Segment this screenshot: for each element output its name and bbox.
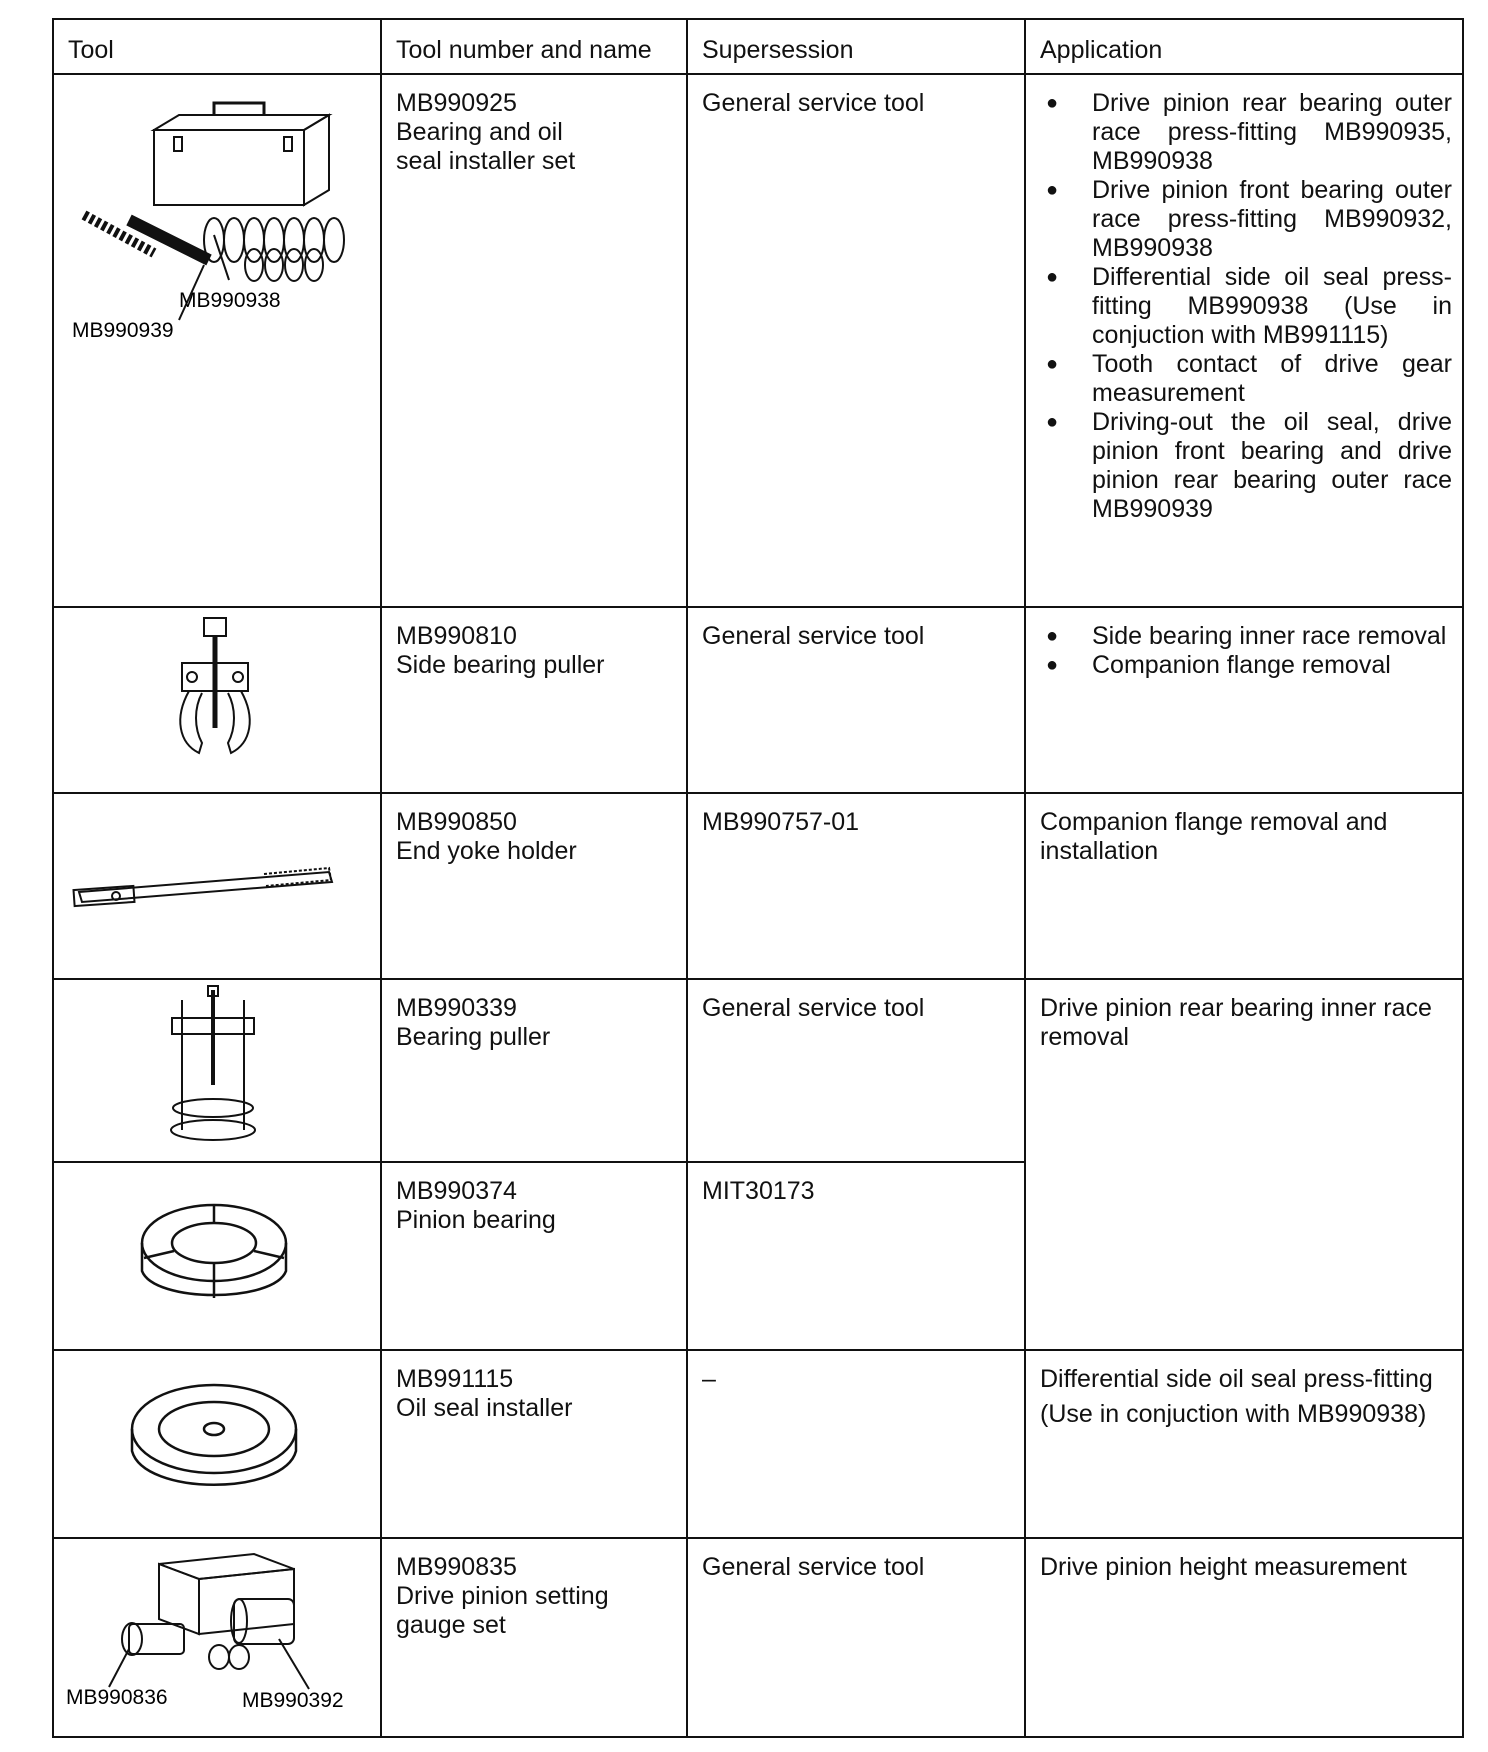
application-text: Drive pinion height measurement	[1040, 1553, 1407, 1582]
tool-illustration-cell	[53, 1538, 381, 1737]
tool-number: MB990925	[396, 89, 517, 117]
application-cell	[1025, 793, 1463, 979]
tool-illustration-cell	[53, 74, 381, 607]
bearing-puller-illustration	[54, 980, 382, 1148]
application-note: (Use in conjuction with MB990938)	[1040, 1400, 1427, 1429]
supersession-cell	[687, 74, 1025, 607]
tool-illustration-cell	[53, 979, 381, 1163]
table-row	[53, 1538, 1463, 1737]
application-cell	[1025, 979, 1463, 1350]
tool-illustration-cell	[53, 607, 381, 793]
tool-number: MB990850	[396, 807, 517, 836]
special-tools-table	[52, 18, 1464, 1738]
supersession-text: General service tool	[702, 89, 925, 117]
supersession-cell	[687, 1538, 1025, 1737]
application-bullet: ● Side bearing inner race removal	[1040, 622, 1452, 651]
tool-number-name-cell	[381, 793, 687, 979]
tool-number-name-cell	[381, 1538, 687, 1737]
tool-name-line: End yoke holder	[396, 836, 577, 865]
tool-name-line: gauge set	[396, 1611, 506, 1640]
tool-name-line: Bearing puller	[396, 1022, 551, 1051]
application-bullet: ● Differential side oil seal press-fitting MB990938 (Use in conjuction with MB991115)	[1040, 263, 1452, 350]
tool-name-line: Bearing and oil	[396, 118, 563, 146]
application-bullet: ● Drive pinion front bearing outer race press-fitting MB990932, MB990938	[1040, 176, 1452, 263]
tool-number: MB990810	[396, 622, 517, 651]
pinion-gauge-set-illustration	[54, 1539, 382, 1721]
callout-mb990836: MB990836	[66, 1686, 168, 1710]
supersession-text: –	[702, 1365, 716, 1394]
supersession-text: General service tool	[702, 1553, 925, 1582]
application-bullet: ● Tooth contact of drive gear measurement	[1040, 350, 1452, 408]
table-row	[53, 793, 1463, 979]
tool-name-line: seal installer set	[396, 147, 576, 175]
table-row	[53, 1350, 1463, 1538]
tool-illustration-cell	[53, 1162, 381, 1350]
tool-illustration-cell	[53, 793, 381, 979]
application-text: Drive pinion rear bearing inner race removal	[1040, 993, 1432, 1051]
tool-name-line: Side bearing puller	[396, 651, 605, 680]
callout-mb990939: MB990939	[72, 319, 174, 342]
supersession-text: MB990757-01	[702, 807, 860, 836]
tool-number: MB990374	[396, 1177, 517, 1206]
tool-number: MB990339	[396, 993, 517, 1022]
supersession-text: General service tool	[702, 993, 925, 1022]
application-cell	[1025, 1538, 1463, 1737]
oil-seal-installer-illustration	[54, 1351, 382, 1523]
application-cell	[1025, 74, 1463, 607]
end-yoke-holder-illustration	[54, 794, 382, 964]
header-supersession: Supersession	[687, 19, 1025, 74]
callout-mb990938: MB990938	[179, 289, 281, 312]
supersession-cell	[687, 793, 1025, 979]
tool-number: MB990835	[396, 1553, 517, 1582]
tool-number-name-cell	[381, 1350, 687, 1538]
tool-number-name-cell	[381, 1162, 687, 1350]
header-tool: Tool	[53, 19, 381, 74]
tool-illustration-cell	[53, 1350, 381, 1538]
tool-number: MB991115	[396, 1365, 514, 1394]
supersession-cell	[687, 979, 1025, 1163]
supersession-cell	[687, 607, 1025, 793]
supersession-text: MIT30173	[702, 1177, 815, 1206]
table-row	[53, 607, 1463, 793]
installer-set-illustration	[54, 75, 382, 563]
tool-number-name-cell	[381, 607, 687, 793]
callout-mb990392: MB990392	[242, 1689, 344, 1713]
application-cell	[1025, 1350, 1463, 1538]
supersession-cell	[687, 1350, 1025, 1538]
application-cell	[1025, 607, 1463, 793]
tool-number-name-cell	[381, 74, 687, 607]
supersession-text: General service tool	[702, 622, 925, 651]
table-row	[53, 74, 1463, 607]
application-text: Differential side oil seal press-fitting	[1040, 1365, 1433, 1394]
tool-name-line: Drive pinion setting	[396, 1582, 609, 1611]
header-number-name: Tool number and name	[381, 19, 687, 74]
pinion-bearing-illustration	[54, 1163, 382, 1335]
side-bearing-puller-illustration	[54, 608, 382, 778]
tool-number-name-cell	[381, 979, 687, 1163]
application-bullet: ● Companion flange removal	[1040, 651, 1452, 680]
tool-name-line: Pinion bearing	[396, 1206, 556, 1235]
header-application: Application	[1025, 19, 1463, 74]
tool-name-line: Oil seal installer	[396, 1394, 573, 1423]
application-text: Companion flange removal and installation	[1040, 807, 1388, 865]
application-bullet: ● Drive pinion rear bearing outer race press-fitting MB990935, MB990938	[1040, 89, 1452, 176]
table-row	[53, 979, 1463, 1163]
application-bullet: ● Driving-out the oil seal, drive pinion front bearing and drive pinion rear bearing outer race MB990939	[1040, 408, 1452, 524]
supersession-cell	[687, 1162, 1025, 1350]
header-row	[53, 19, 1463, 74]
